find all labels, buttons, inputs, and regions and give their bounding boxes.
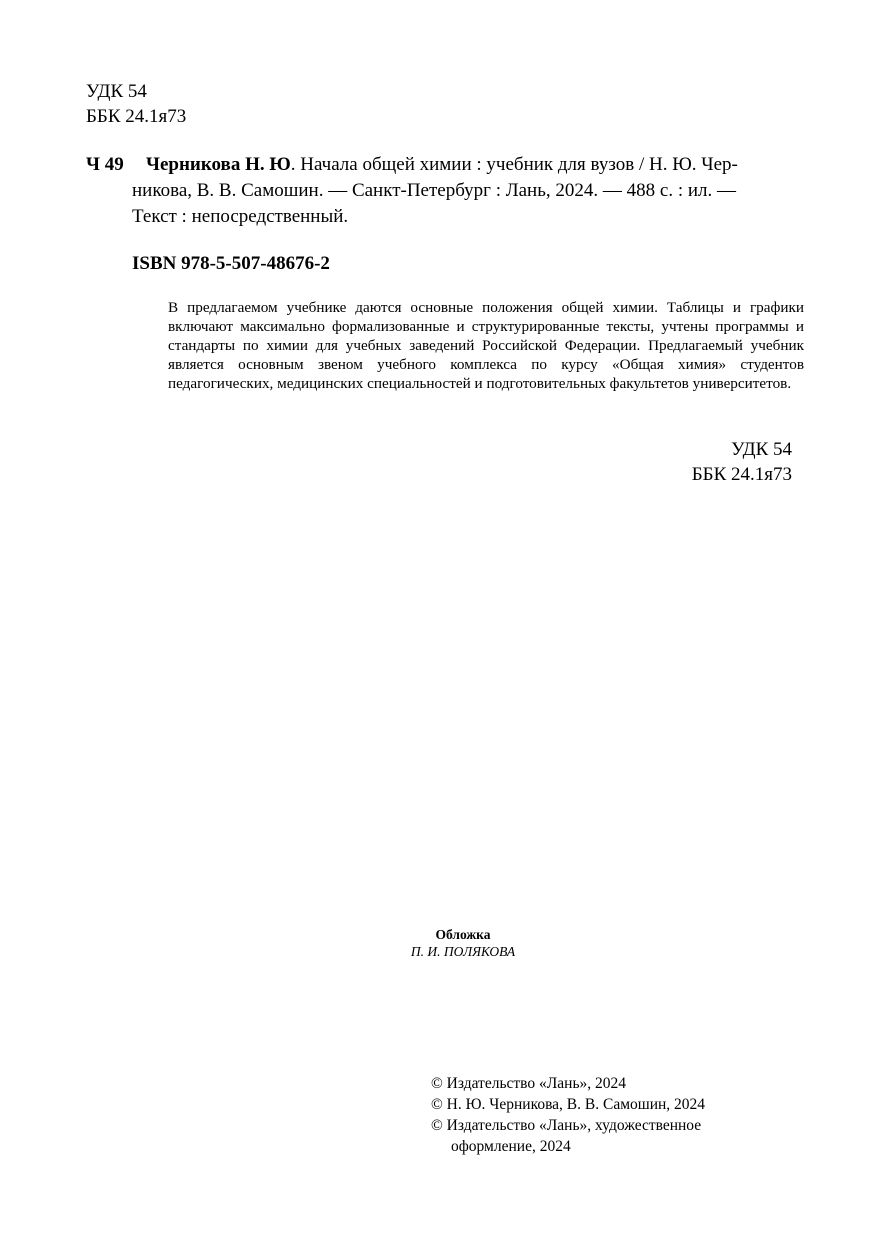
abstract-paragraph: В предлагаемом учебнике даются основные положения общей химии. Таблицы и графики включают максимально формализованные и структурированные тексты, учтены программы и стандарты по химии для учебных заведений Российской Федерации. Предлагаемый учебник является основным звеном учебного комплекса по курсу «Общая химия» студентов педагогических, медицинских специальностей и подготовительных факультетов университетов. — [168, 299, 804, 392]
biblio-line-3: Текст : непосредственный. — [132, 206, 349, 227]
bbk-code-bottom: ББК 24.1я73 — [691, 464, 792, 485]
isbn: ISBN 978-5-507-48676-2 — [132, 253, 330, 274]
udk-code-bottom: УДК 54 — [731, 439, 792, 460]
copyright-design-continued: оформление, 2024 — [451, 1138, 571, 1155]
biblio-line-1 — [86, 152, 806, 178]
udk-code: УДК 54 — [86, 81, 147, 102]
cover-credit — [0, 926, 876, 960]
author-mark-code: Ч 49 — [86, 154, 124, 175]
cover-label: Обложка — [435, 927, 491, 942]
biblio-line-2: никова, В. В. Самошин. — Санкт-Петербург : Лань, 2024. — 488 с. : ил. — — [132, 180, 737, 201]
copyright-authors: © Н. Ю. Черникова, В. В. Самошин, 2024 — [431, 1096, 706, 1113]
author-name: Черникова Н. Ю — [146, 154, 291, 175]
bbk-code: ББК 24.1я73 — [86, 106, 187, 127]
title-text: . Начала общей химии : учебник для вузов / Н. Ю. Чер- — [290, 154, 738, 175]
classification-block-bottom — [692, 437, 792, 487]
copyright-design: © Издательство «Лань», художественное — [431, 1117, 702, 1134]
bibliographic-record — [86, 152, 806, 230]
classification-block-top — [86, 79, 186, 129]
cover-designer-name: П. И. ПОЛЯКОВА — [410, 944, 516, 959]
copyright-block — [431, 1073, 705, 1157]
copyright-publisher: © Издательство «Лань», 2024 — [431, 1075, 627, 1092]
